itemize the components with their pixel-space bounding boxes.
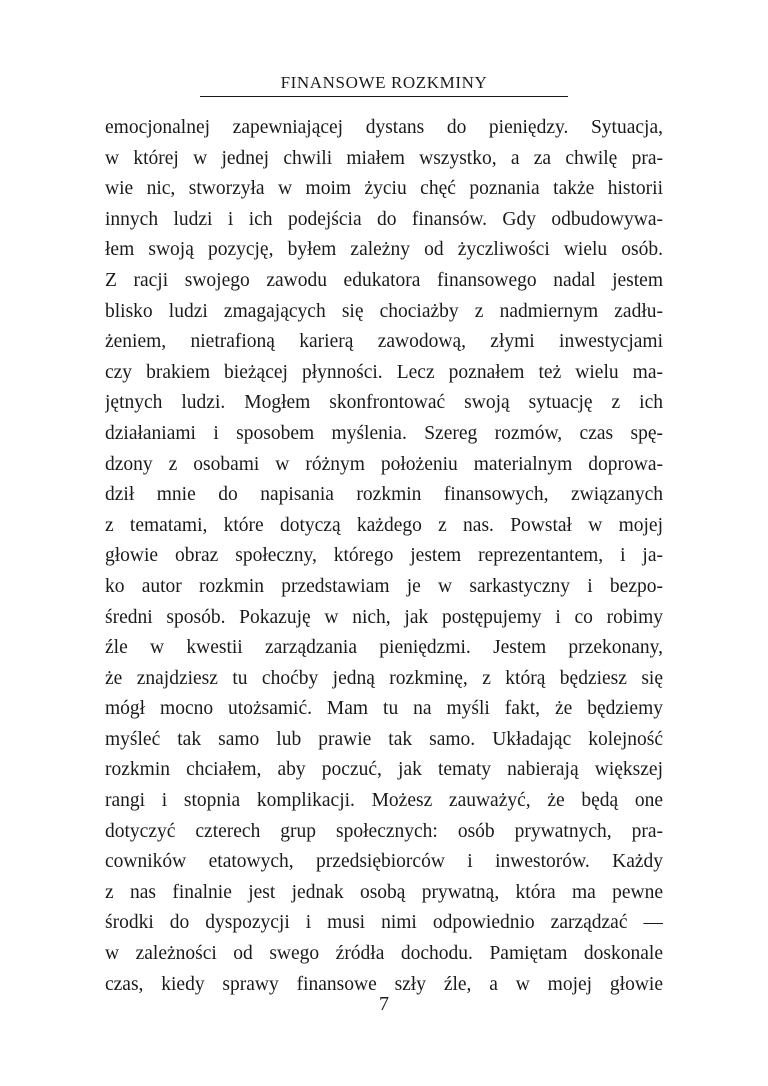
text-line: łem swoją pozycję, byłem zależny od życzliwości wielu osób. <box>105 239 663 261</box>
page-number: 7 <box>379 993 389 1015</box>
text-line: Z racji swojego zawodu edukatora finansowego nadal jestem <box>105 269 663 291</box>
text-line: dotyczyć czterech grup społecznych: osób prywatnych, pra- <box>105 820 663 842</box>
text-line: rozkmin chciałem, aby poczuć, jak tematy nabierają większej <box>105 759 663 781</box>
text-line: w której w jednej chwili miałem wszystko, a za chwilę pra- <box>105 147 663 169</box>
text-line: że znajdziesz tu choćby jedną rozkminę, z którą będziesz się <box>105 667 663 689</box>
running-header: FINANSOWE ROZKMINY <box>280 73 488 92</box>
text-line: źle w kwestii zarządzania pieniędzmi. Jestem przekonany, <box>105 637 663 659</box>
text-line: czas, kiedy sprawy finansowe szły źle, a w mojej głowie <box>105 973 663 995</box>
text-line: z nas finalnie jest jednak osobą prywatną, która ma pewne <box>105 881 663 903</box>
text-line: głowie obraz społeczny, którego jestem reprezentantem, i ja- <box>105 545 663 567</box>
text-line: w zależności od swego źródła dochodu. Pamiętam doskonale <box>105 943 663 965</box>
text-line: działaniami i sposobem myślenia. Szereg rozmów, czas spę- <box>105 422 663 444</box>
text-line: z tematami, które dotyczą każdego z nas. Powstał w mojej <box>105 514 663 536</box>
text-line: myśleć tak samo lub prawie tak samo. Układając kolejność <box>105 728 663 750</box>
text-line: rangi i stopnia komplikacji. Możesz zauważyć, że będą one <box>105 790 663 812</box>
text-line: czy brakiem bieżącej płynności. Lecz poznałem też wielu ma- <box>105 361 663 383</box>
text-line: innych ludzi i ich podejścia do finansów. Gdy odbudowywa- <box>105 208 663 230</box>
text-line: mógł mocno utożsamić. Mam tu na myśli fakt, że będziemy <box>105 698 663 720</box>
text-line: jętnych ludzi. Mogłem skonfrontować swoją sytuację z ich <box>105 392 663 414</box>
text-line: średni sposób. Pokazuję w nich, jak postępujemy i co robimy <box>105 606 663 628</box>
text-line: wie nic, stworzyła w moim życiu chęć poznania także historii <box>105 178 663 200</box>
text-line: ko autor rozkmin przedstawiam je w sarkastyczny i bezpo- <box>105 575 663 597</box>
text-line: środki do dyspozycji i musi nimi odpowiednio zarządzać — <box>105 912 663 934</box>
text-line: emocjonalnej zapewniającej dystans do pieniędzy. Sytuacja, <box>105 117 663 138</box>
text-line: dził mnie do napisania rozkmin finansowych, związanych <box>105 484 663 506</box>
text-line: blisko ludzi zmagających się chociażby z nadmiernym zadłu- <box>105 300 663 322</box>
text-line: cowników etatowych, przedsiębiorców i inwestorów. Każdy <box>105 851 663 873</box>
text-line: żeniem, nietrafioną karierą zawodową, złymi inwestycjami <box>105 331 663 353</box>
text-line: dzony z osobami w różnym położeniu materialnym doprowa- <box>105 453 663 475</box>
header-rule <box>200 96 568 97</box>
body-text <box>105 113 663 1000</box>
